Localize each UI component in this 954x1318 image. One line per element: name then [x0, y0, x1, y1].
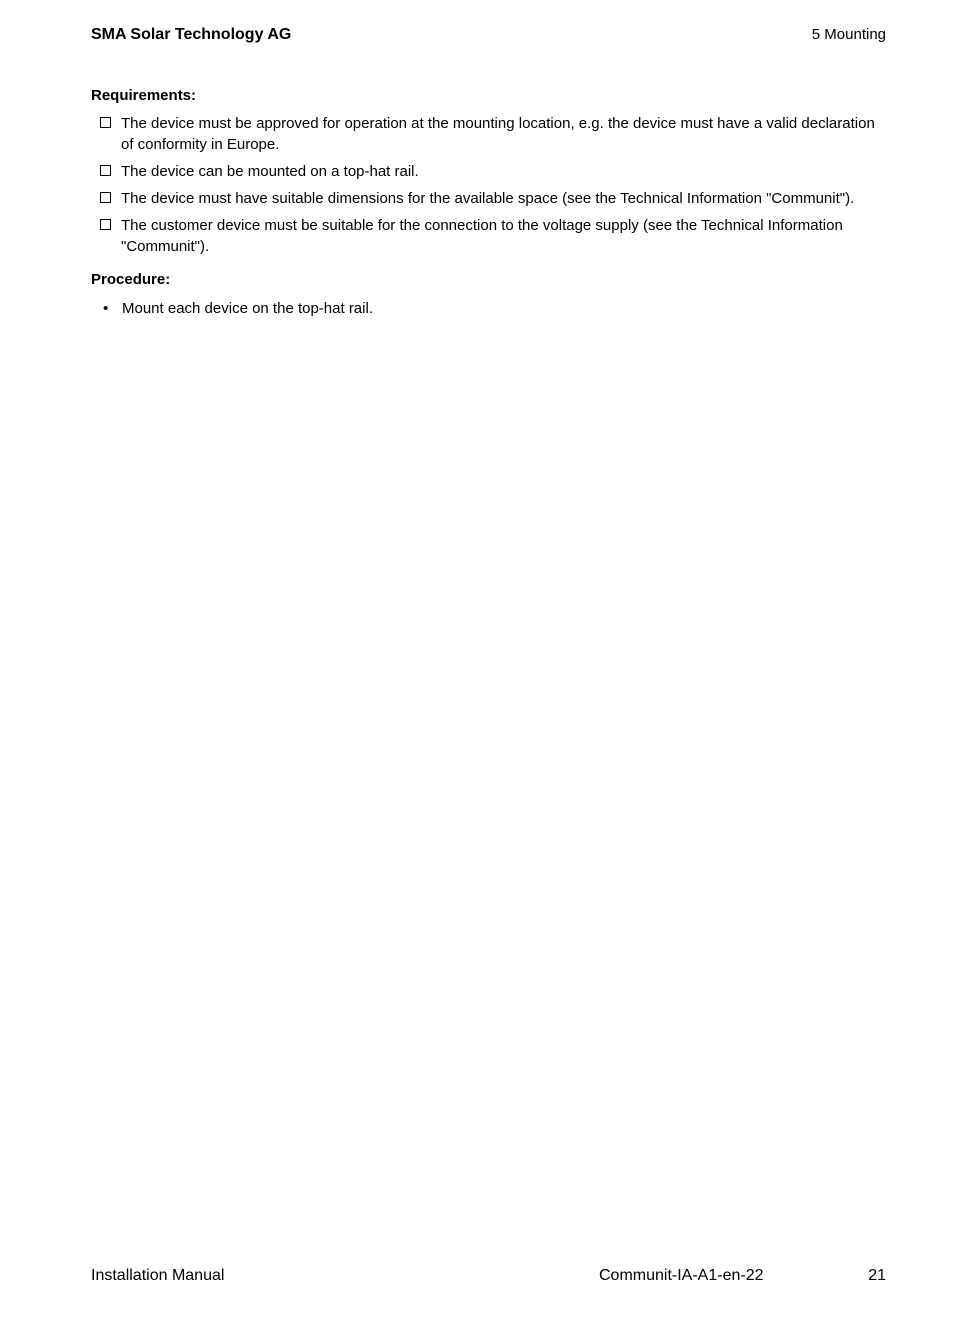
requirement-text: The device can be mounted on a top-hat rail.: [121, 163, 419, 180]
requirement-item: [91, 161, 886, 182]
requirement-item: [91, 188, 886, 209]
requirements-heading: Requirements:: [91, 87, 197, 104]
document-id: Communit-IA-A1-en-22: [599, 1267, 764, 1284]
requirements-list: [91, 113, 886, 263]
checkbox-icon: [100, 165, 111, 176]
checkbox-icon: [100, 117, 111, 128]
checkbox-icon: [100, 219, 111, 230]
page-footer: [91, 1267, 886, 1289]
requirement-text: The device must be approved for operation at the mounting location, e.g. the device must have a valid declaration of conformity in Europe.: [121, 115, 875, 153]
procedure-list: [91, 298, 886, 325]
checkbox-icon: [100, 192, 111, 203]
requirement-item: [91, 113, 886, 155]
procedure-heading: Procedure:: [91, 271, 171, 288]
procedure-step-text: Mount each device on the top-hat rail.: [122, 300, 373, 317]
procedure-step: [91, 298, 886, 319]
requirement-text: The device must have suitable dimensions for the available space (see the Technical Information "Communit").: [121, 190, 855, 207]
bullet-icon: •: [103, 300, 109, 317]
chapter-title: 5 Mounting: [811, 26, 886, 43]
page-number: 21: [868, 1267, 886, 1284]
document-type: Installation Manual: [91, 1267, 225, 1284]
page-header: [91, 26, 886, 50]
company-name: SMA Solar Technology AG: [91, 26, 292, 43]
requirement-item: [91, 215, 886, 257]
requirement-text: The customer device must be suitable for the connection to the voltage supply (see the Technical Information "Communit").: [121, 217, 843, 255]
